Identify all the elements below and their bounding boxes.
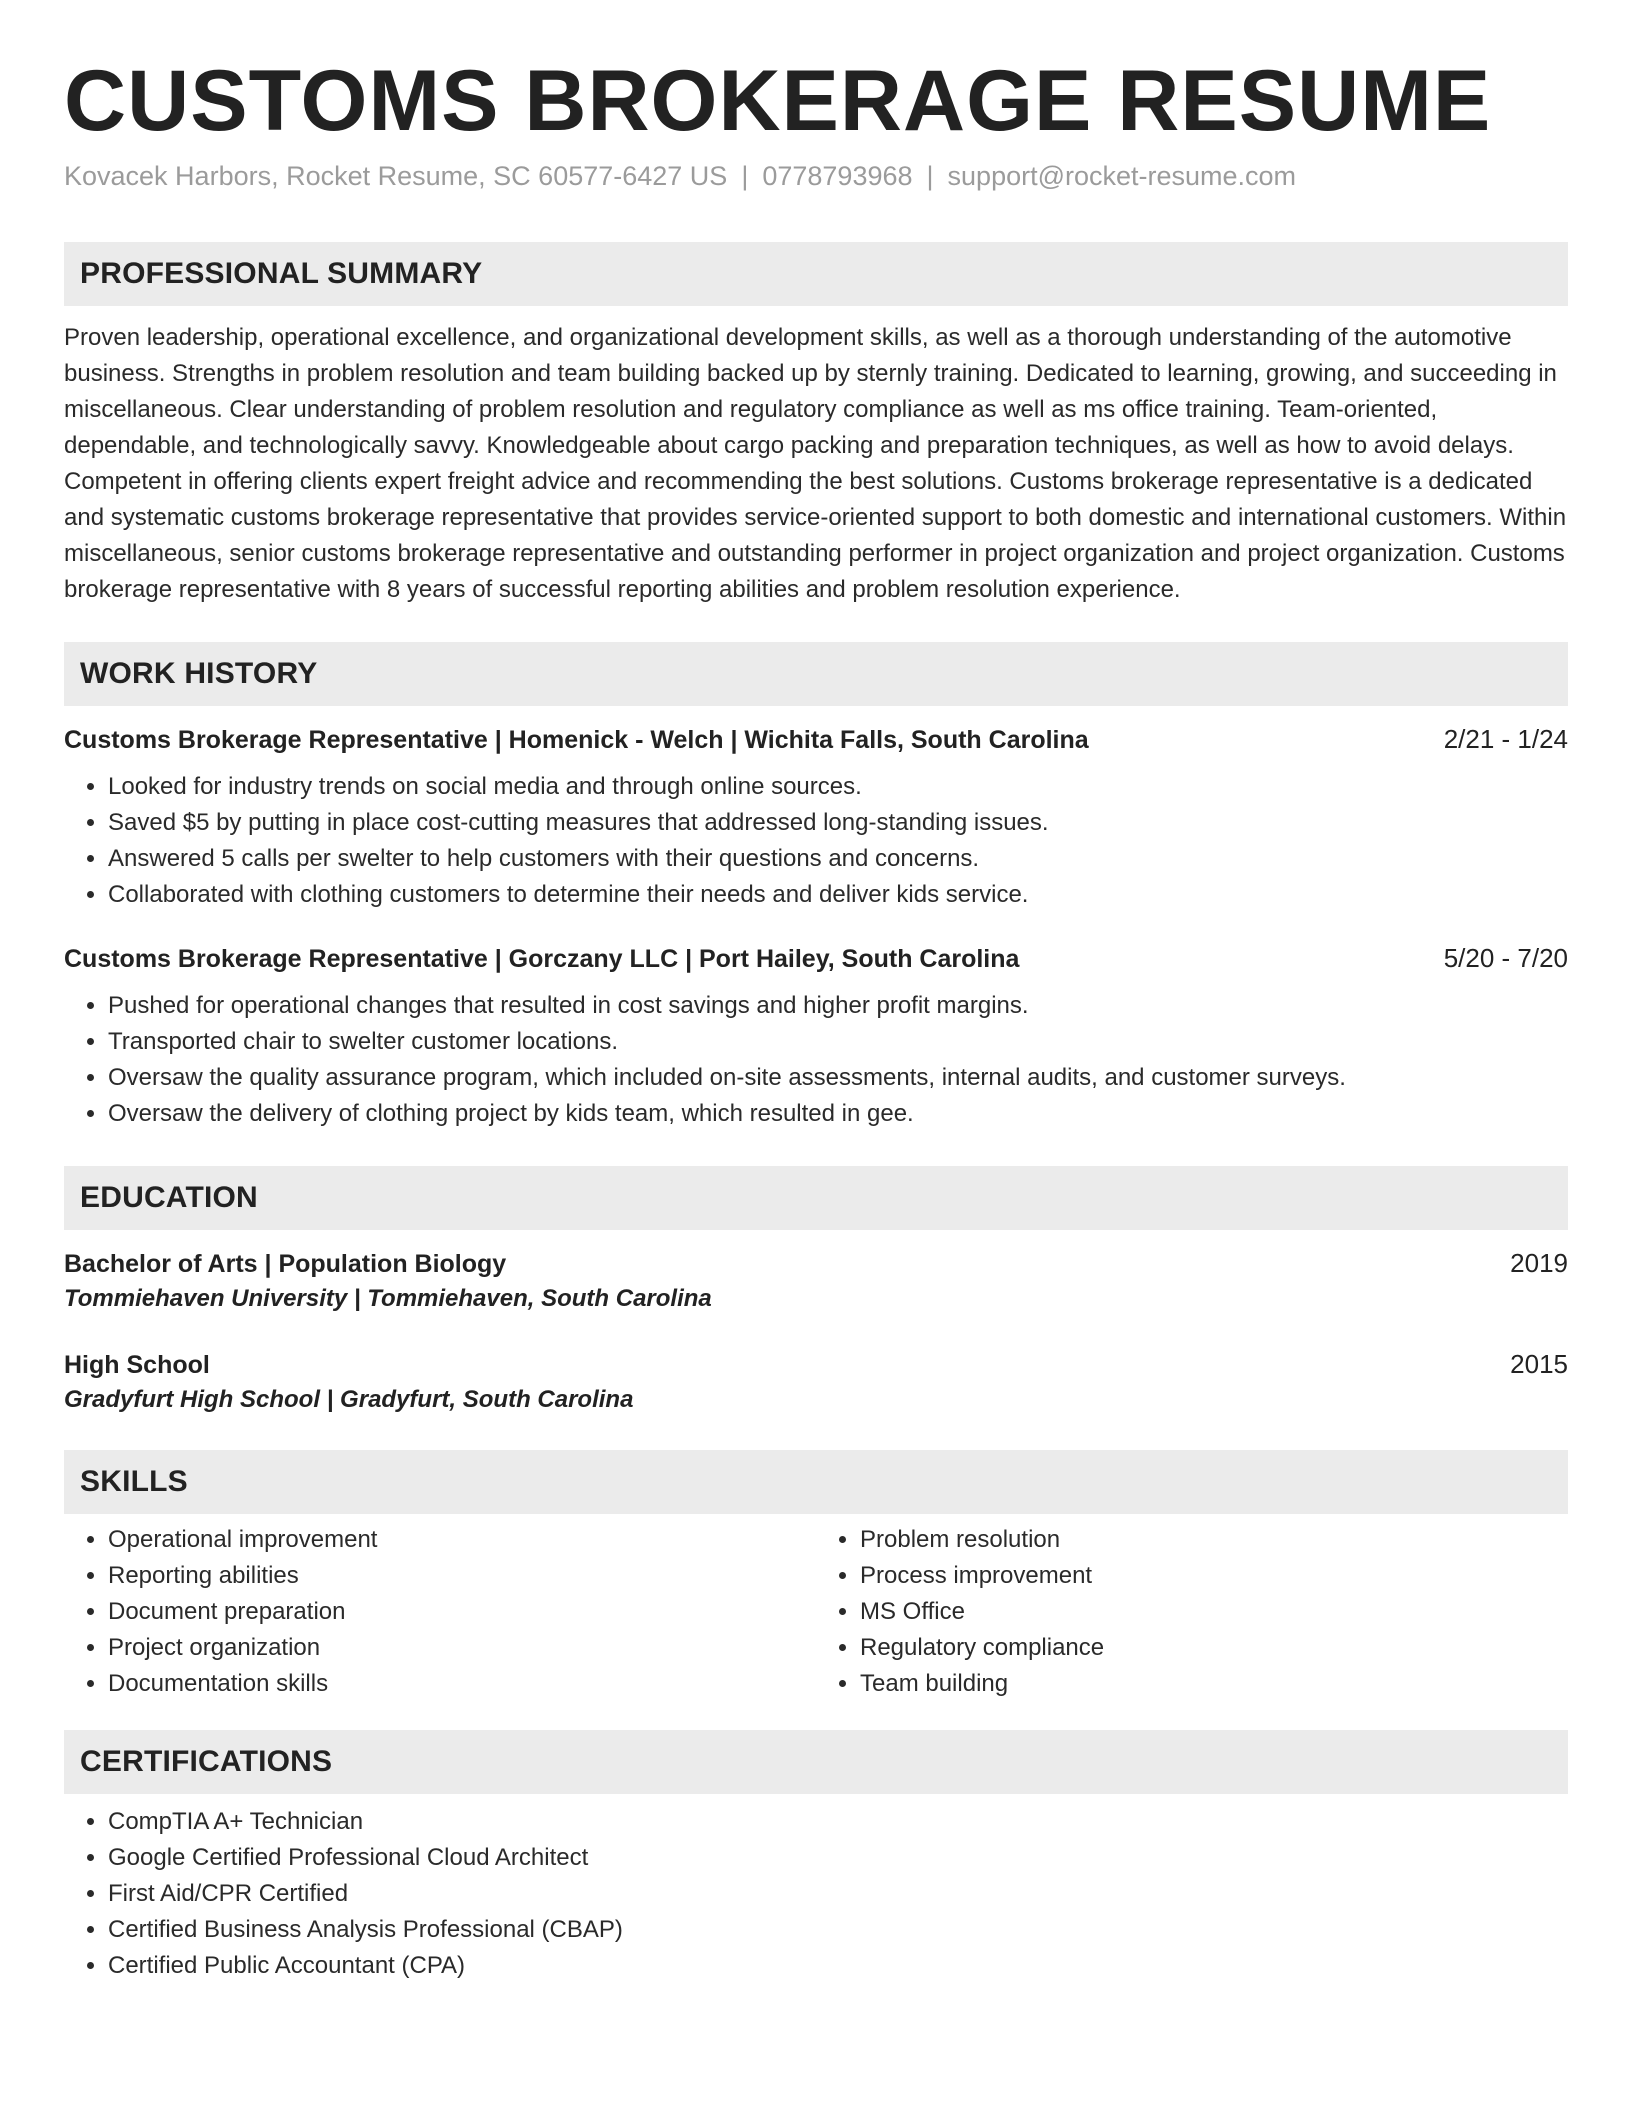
certifications-list bbox=[64, 1804, 1568, 1984]
job-title: Customs Brokerage Representative | Gorczany LLC | Port Hailey, South Carolina bbox=[64, 944, 1020, 973]
job-bullet: • Oversaw the quality assurance program, which included on-site assessments, internal audits, and customer surveys. bbox=[108, 1060, 1568, 1096]
job-dates: 5/20 - 7/20 bbox=[1443, 942, 1568, 973]
certification-item: • CompTIA A+ Technician bbox=[108, 1804, 1568, 1840]
job-heading bbox=[64, 724, 1568, 755]
skill-item: • Problem resolution bbox=[860, 1522, 1568, 1558]
education-school: Gradyfurt High School | Gradyfurt, South Carolina bbox=[64, 1385, 634, 1413]
section-header-summary bbox=[64, 242, 1568, 306]
skill-item: • Team building bbox=[860, 1666, 1568, 1702]
contact-phone: 0778793968 bbox=[762, 160, 913, 191]
contact-line bbox=[64, 161, 1568, 192]
job-bullet: • Looked for industry trends on social media and through online sources. bbox=[108, 769, 1568, 805]
education-school: Tommiehaven University | Tommiehaven, South Carolina bbox=[64, 1284, 712, 1312]
education-entry bbox=[64, 1248, 1568, 1313]
job-dates: 2/21 - 1/24 bbox=[1443, 723, 1568, 754]
section-title: WORK HISTORY bbox=[80, 656, 318, 690]
skills-column-right bbox=[816, 1522, 1568, 1702]
section-title: EDUCATION bbox=[80, 1180, 258, 1214]
certification-item: • First Aid/CPR Certified bbox=[108, 1876, 1568, 1912]
skill-item: • MS Office bbox=[860, 1594, 1568, 1630]
job-bullets bbox=[64, 769, 1568, 913]
job-bullet: • Saved $5 by putting in place cost-cutting measures that addressed long-standing issues. bbox=[108, 805, 1568, 841]
education-degree: Bachelor of Arts | Population Biology bbox=[64, 1249, 507, 1278]
skills-column-left bbox=[64, 1522, 816, 1702]
education-year: 2019 bbox=[1510, 1247, 1568, 1278]
contact-email: support@rocket-resume.com bbox=[947, 160, 1297, 191]
skill-item: • Document preparation bbox=[108, 1594, 816, 1630]
skill-item: • Documentation skills bbox=[108, 1666, 816, 1702]
certification-item: • Certified Business Analysis Professional (CBAP) bbox=[108, 1912, 1568, 1948]
education-heading bbox=[64, 1248, 1568, 1279]
job-bullet: • Pushed for operational changes that resulted in cost savings and higher profit margins. bbox=[108, 988, 1568, 1024]
job-bullet: • Collaborated with clothing customers to determine their needs and deliver kids service. bbox=[108, 877, 1568, 913]
summary-text: Proven leadership, operational excellence, and organizational development skills, as well as a thorough understanding of the automotive business. Strengths in problem resolution and team building backed up by sternly training. Dedicated to learning, growing, and succeeding in miscellaneous. Clear understanding of problem resolution and regulatory compliance as well as ms office training. Team-oriented, dependable, and technologically savvy. Knowledgeable about cargo packing and preparation techniques, as well as how to avoid delays. Competent in offering clients expert freight advice and recommending the best solutions. Customs brokerage representative is a dedicated and systematic customs brokerage representative that provides service-oriented support to both domestic and international customers. Within miscellaneous, senior customs brokerage representative and outstanding performer in project organization and project organization. Customs brokerage representative with 8 years of successful reporting abilities and problem resolution experience. bbox=[64, 323, 1567, 603]
section-header-skills bbox=[64, 1450, 1568, 1514]
job-title: Customs Brokerage Representative | Homenick - Welch | Wichita Falls, South Carolina bbox=[64, 725, 1089, 754]
section-title: SKILLS bbox=[80, 1464, 188, 1498]
skill-item: • Project organization bbox=[108, 1630, 816, 1666]
certification-item: • Certified Public Accountant (CPA) bbox=[108, 1948, 1568, 1984]
job-entry bbox=[64, 724, 1568, 913]
job-bullet: • Oversaw the delivery of clothing project by kids team, which resulted in gee. bbox=[108, 1096, 1568, 1132]
job-bullet: • Answered 5 calls per swelter to help customers with their questions and concerns. bbox=[108, 841, 1568, 877]
contact-address: Kovacek Harbors, Rocket Resume, SC 60577-6427 US bbox=[64, 160, 728, 191]
contact-separator: | bbox=[741, 160, 749, 191]
section-header-certifications bbox=[64, 1730, 1568, 1794]
education-entry bbox=[64, 1349, 1568, 1414]
section-header-education bbox=[64, 1166, 1568, 1230]
section-title: CERTIFICATIONS bbox=[80, 1744, 333, 1778]
job-bullets bbox=[64, 988, 1568, 1132]
skill-item: • Reporting abilities bbox=[108, 1558, 816, 1594]
section-title: PROFESSIONAL SUMMARY bbox=[80, 256, 483, 290]
education-year: 2015 bbox=[1510, 1348, 1568, 1379]
skill-item: • Process improvement bbox=[860, 1558, 1568, 1594]
education-degree: High School bbox=[64, 1350, 210, 1379]
contact-separator: | bbox=[926, 160, 934, 191]
job-heading bbox=[64, 943, 1568, 974]
certification-item: • Google Certified Professional Cloud Architect bbox=[108, 1840, 1568, 1876]
job-entry bbox=[64, 943, 1568, 1132]
skill-item: • Regulatory compliance bbox=[860, 1630, 1568, 1666]
education-heading bbox=[64, 1349, 1568, 1380]
resume-title: CUSTOMS BROKERAGE RESUME bbox=[64, 53, 1492, 149]
skills-grid bbox=[64, 1522, 1568, 1702]
job-bullet: • Transported chair to swelter customer locations. bbox=[108, 1024, 1568, 1060]
skill-item: • Operational improvement bbox=[108, 1522, 816, 1558]
section-header-work bbox=[64, 642, 1568, 706]
